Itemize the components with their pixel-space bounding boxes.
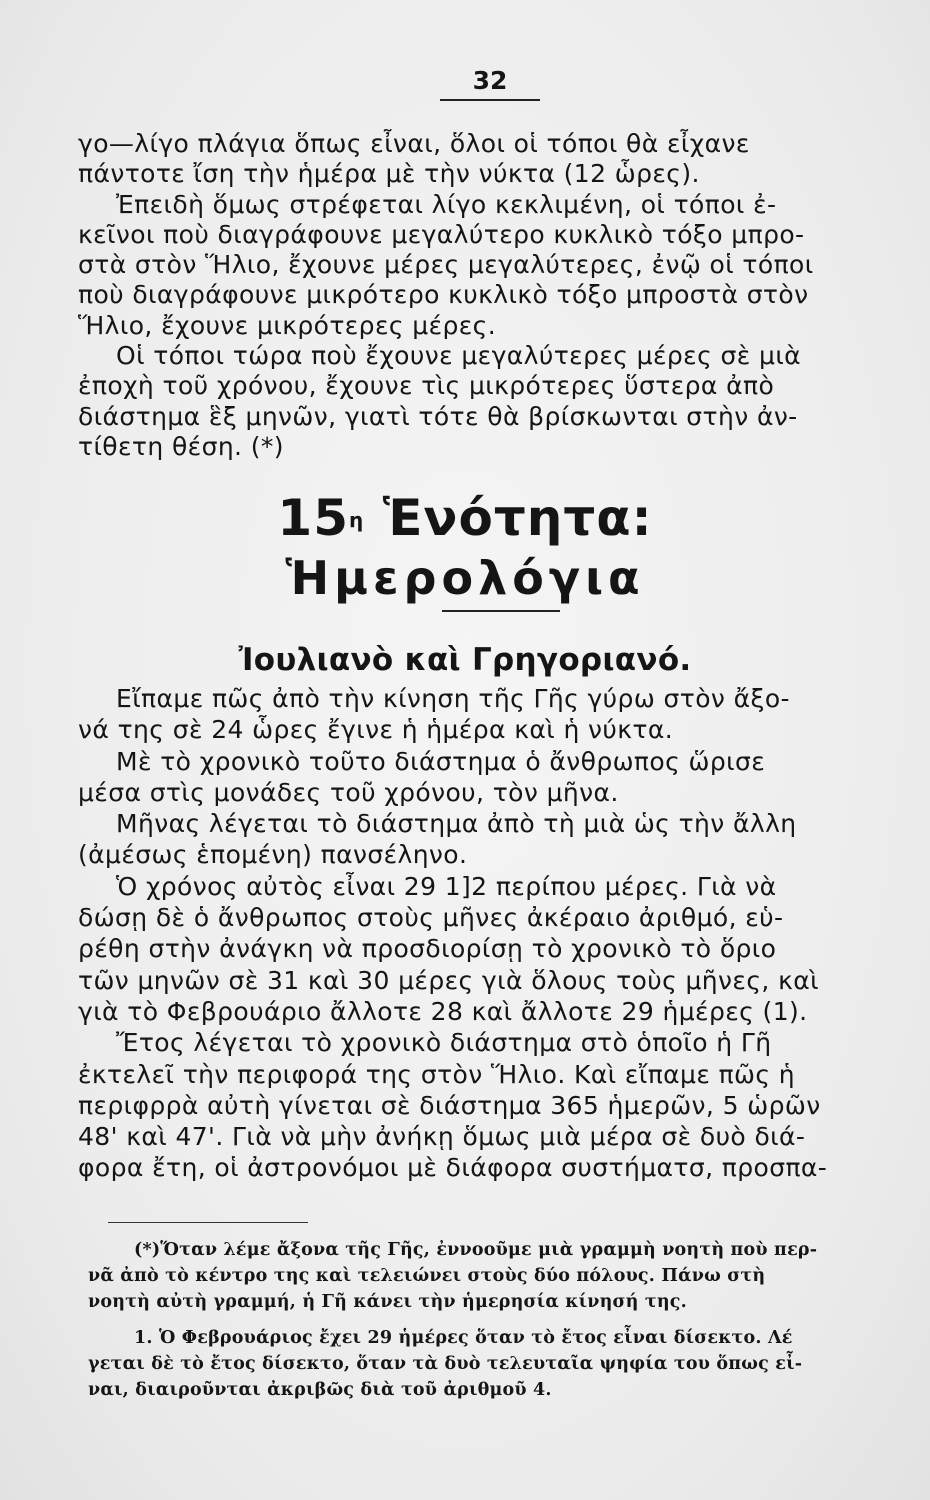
body-line: Ἐπειδὴ ὅμως στρέφεται λίγο κεκλιμένη, οἱ τόποι ἐ- [116, 189, 777, 219]
body-line: Μὲ τὸ χρονικὸ τοῦτο διάστημα ὁ ἄνθρωπος ὥρισε [116, 746, 766, 776]
body-line: δώσῃ δὲ ὁ ἄνθρωπος στοὺς μῆνες ἀκέραιο ἀριθμό, εὑ- [78, 903, 784, 933]
body-line: Ἥλιο, ἔχουνε μικρότερες μέρες. [78, 310, 497, 340]
body-line: 48' καὶ 47'. Γιὰ νὰ μὴν ἀνήκῃ ὅμως μιὰ μέρα σὲ δυὸ διά- [78, 1122, 806, 1152]
unit-ordinal-suffix: η [349, 508, 365, 532]
body-line: (ἀμέσως ἑπομένη) πανσέληνο. [78, 840, 468, 870]
body-line: διάστημα ἓξ μηνῶν, γιατὶ τότε θὰ βρίσκωνται στὴν ἀν- [78, 401, 798, 431]
body-line: ἐποχὴ τοῦ χρόνου, ἔχουνε τὶς μικρότερες ὕστερα ἀπὸ [78, 371, 775, 401]
body-text-top [78, 129, 898, 462]
body-line: Μῆνας λέγεται τὸ διάστημα ἀπὸ τὴ μιὰ ὡς τὴν ἄλλη [116, 809, 797, 839]
body-line: φορα ἔτη, οἱ ἀστρονόμοι μὲ διάφορα συστήματσ, προσπα- [78, 1153, 828, 1183]
footnote-line: νᾶ ἀπὸ τὸ κέντρο της καὶ τελειώνει στοὺς δύο πόλους. Πάνω στὴ [88, 1266, 766, 1286]
body-text-bottom [78, 683, 898, 1184]
body-line: ποὺ διαγράφουνε μικρότερο κυκλικὸ τόξο μπροστὰ στὸν [78, 280, 809, 310]
body-line: Οἱ τόποι τώρα ποὺ ἔχουνε μεγαλύτερες μέρες σὲ μιὰ [116, 341, 802, 371]
unit-word: Ἑνότητα: [382, 489, 653, 547]
body-line: νά της σὲ 24 ὧρες ἔγινε ἡ ἡμέρα καὶ ἡ νύκτα. [78, 715, 674, 745]
body-line: Ὁ χρόνος αὐτὸς εἶναι 29 1]2 περίπου μέρες. Γιὰ νὰ [116, 871, 777, 901]
footnote-line: γεται δὲ τὸ ἔτος δίσεκτο, ὅταν τὰ δυὸ τελευταῖα ψηφία του ὅπως εἶ- [88, 1354, 803, 1374]
body-line: Εἴπαμε πῶς ἀπὸ τὴν κίνηση τῆς Γῆς γύρω στὸν ἄξο- [116, 684, 790, 713]
title-divider [442, 610, 560, 612]
footnote-line: (*)Ὅταν λέμε ἄξονα τῆς Γῆς, ἐννοοῦμε μιὰ γραμμὴ νοητὴ ποὺ περ- [134, 1240, 818, 1260]
section-title: Ἡμερολόγια [285, 551, 645, 605]
footnote-gap [88, 1315, 908, 1325]
body-line: ρέθη στὴν ἀνάγκη νὰ προσδιορίσῃ τὸ χρονικὸ τὸ ὅριο [78, 934, 777, 964]
footnote-line: ναι, διαιροῦνται ἀκριβῶς διὰ τοῦ ἀριθμοῦ 4. [88, 1380, 552, 1400]
unit-heading [0, 488, 930, 548]
body-line: στὰ στὸν Ἥλιο, ἔχουνε μέρες μεγαλύτερες, ἐνῷ οἱ τόποι [78, 250, 814, 280]
body-line: γιὰ τὸ Φεβρουάριο ἄλλοτε 28 καὶ ἄλλοτε 29 ἡμέρες (1). [78, 996, 808, 1026]
body-line: περιφρρὰ αὐτὴ γίνεται σὲ διάστημα 365 ἡμερῶν, 5 ὡρῶν [78, 1090, 821, 1120]
body-line: ἐκτελεῖ τὴν περιφορά της στὸν Ἥλιο. Καὶ εἴπαμε πῶς ἡ [78, 1059, 796, 1089]
body-line: τῶν μηνῶν σὲ 31 καὶ 30 μέρες γιὰ ὅλους τοὺς μῆνες, καὶ [78, 965, 819, 995]
body-line: πάντοτε ἴση τὴν ἡμέρα μὲ τὴν νύκτα (12 ὧρες). [78, 159, 700, 189]
body-line: τίθετη θέση. (*) [78, 431, 284, 461]
footnote-line: νοητὴ αὐτὴ γραμμή, ἡ Γῆ κάνει τὴν ἡμερησία κίνησή της. [88, 1292, 687, 1312]
body-line: κεῖνοι ποὺ διαγράφουνε μεγαλύτερο κυκλικὸ τόξο μπρο- [78, 219, 805, 249]
body-line: μέσα στὶς μονάδες τοῦ χρόνου, τὸν μῆνα. [78, 777, 619, 807]
section-subtitle: Ἰουλιανὸ καὶ Γρηγοριανό. [238, 642, 692, 678]
footnote-divider [108, 1222, 308, 1223]
unit-number: 15 [277, 489, 350, 547]
page-number: 32 [440, 66, 540, 101]
footnotes [88, 1237, 908, 1403]
body-line: Ἔτος λέγεται τὸ χρονικὸ διάστημα στὸ ὁποῖο ἡ Γῆ [116, 1028, 772, 1058]
footnote-line: 1. Ὁ Φεβρουάριος ἔχει 29 ἡμέρες ὅταν τὸ ἔτος εἶναι δίσεκτο. Λέ [134, 1328, 793, 1348]
body-line: γο—λίγο πλάγια ὅπως εἶναι, ὅλοι οἱ τόποι θὰ εἶχανε [78, 129, 750, 158]
